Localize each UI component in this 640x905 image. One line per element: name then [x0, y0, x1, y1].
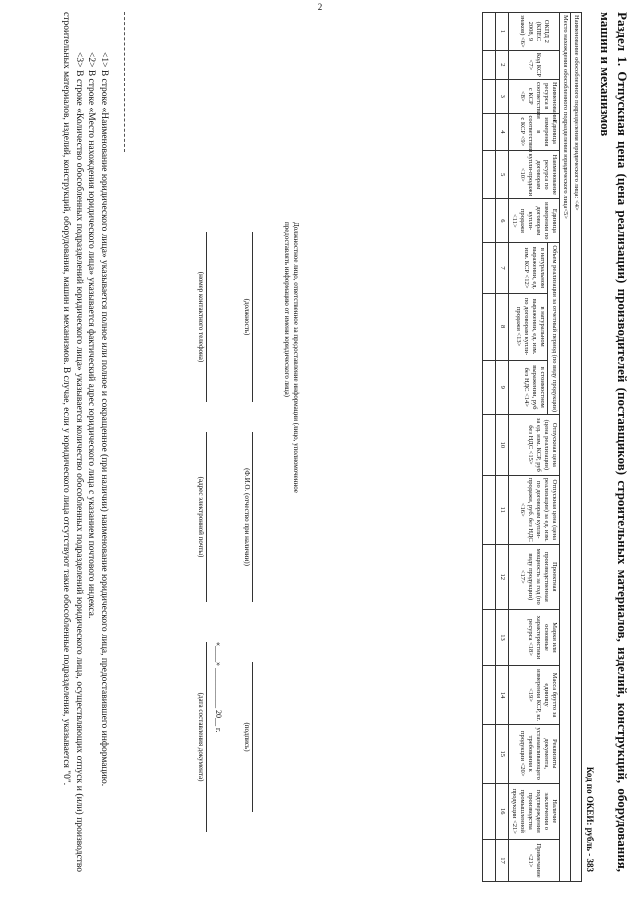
- footnote-1: <1> В строке «Наименование юридического лица» указывается полное или полное и сокращенное (при наличии) наименование юридического лица, предоставившего информацию.: [99, 52, 109, 787]
- column-number: 3: [496, 80, 509, 114]
- header-resource-name-contract: Наименование ресурса по договорам купли-продажи <10>: [509, 151, 560, 199]
- header-price-ksr: Отпускная цена (цена реализации) за ед. изм. КСР, руб без НДС <15>: [509, 415, 560, 476]
- table-cell[interactable]: [483, 609, 496, 666]
- header-okpd2: ОКПД 2 (КПЕС 2008, 9 знаков) <6>: [509, 13, 560, 51]
- column-number: 4: [496, 113, 509, 151]
- page-number: 2: [317, 2, 323, 12]
- column-number: 5: [496, 151, 509, 199]
- table-cell[interactable]: [483, 293, 496, 360]
- column-number: 1: [496, 13, 509, 51]
- column-number-row: [496, 13, 509, 882]
- header-conclusion: Наличие заключения о подтверждении производства промышленной продукции <21>: [509, 783, 560, 840]
- phone-caption: (номер контактного телефона): [197, 271, 205, 363]
- position-caption: (должность): [243, 298, 251, 336]
- email-line: [206, 432, 207, 602]
- table-cell[interactable]: [483, 50, 496, 79]
- header-volume-natural-ksr: в натуральном выражении, ед. изм. КСР <12>: [509, 243, 548, 293]
- table-cell[interactable]: [483, 360, 496, 414]
- table-cell[interactable]: [483, 544, 496, 609]
- table-cell[interactable]: [483, 415, 496, 476]
- fio-caption: (Ф.И.О. (отчество при наличии)): [243, 468, 251, 566]
- column-number: 14: [496, 666, 509, 725]
- footnote-2: <2> В строке «Место нахождения юридического лица» указывается фактический адрес юридического лица с указанием почтового индекса.: [86, 52, 97, 619]
- phone-line: [206, 232, 207, 402]
- table-row: [483, 13, 496, 882]
- header-unit-ksr: Единица измерения в соответствии с КСР <9>: [509, 113, 560, 151]
- table-cell[interactable]: [483, 151, 496, 199]
- signature-caption: (подпись): [243, 722, 251, 752]
- column-number: 11: [496, 475, 509, 544]
- header-gross-mass: Масса брутто за единицу измерения КСР, кг. <19>: [509, 666, 560, 725]
- subdivision-location-row: Место нахождения обособленного подразделения юридического лица<5>: [560, 13, 571, 882]
- date-line: «____» __________ 20__ г.: [214, 642, 223, 733]
- rotated-document-sheet: [5, 2, 635, 902]
- section-title: Раздел 1. Отпускная цена (цена реализации) производителей (поставщиков) строительных материалов, изделий, конструкций, оборудования, машин и механизмов: [598, 12, 630, 872]
- subdivision-name-row: Наименование обособленного подразделения юридического лица: <4>: [571, 13, 582, 882]
- date-caption: (дата составления документа): [197, 692, 205, 782]
- email-caption: (адрес электронной почты): [197, 476, 205, 558]
- header-volume-natural-contract: в натуральном выражении, ед. изм. по договорам купли-продажи <13>: [509, 293, 548, 360]
- table-row: [560, 13, 571, 882]
- header-volume-value: в стоимостном выражении, руб без НДС <14>: [509, 360, 548, 414]
- position-line: [252, 232, 253, 402]
- table-cell[interactable]: [483, 13, 496, 51]
- column-number: 12: [496, 544, 509, 609]
- header-unit-contract: Единица измерения по договорам купли-продажи <11>: [509, 199, 560, 243]
- column-number: 7: [496, 243, 509, 293]
- notes-separator: [124, 12, 125, 152]
- footnotes: [60, 12, 110, 872]
- header-note: Примечание <21>: [509, 840, 560, 882]
- column-number: 15: [496, 724, 509, 783]
- table-cell[interactable]: [483, 113, 496, 151]
- column-number: 13: [496, 609, 509, 666]
- table-cell[interactable]: [483, 199, 496, 243]
- header-row: [547, 13, 559, 882]
- column-number: 17: [496, 840, 509, 882]
- header-document-details: Реквизиты документа, устанавливающего требования к продукции <20>: [509, 724, 560, 783]
- column-number: 9: [496, 360, 509, 414]
- table-cell[interactable]: [483, 724, 496, 783]
- responsible-person-text: Должностное лицо, ответственное за предоставление информации (лицо, уполномоченное предоставлять информацию от имени юридического лица): [283, 222, 300, 493]
- footnote-3: <3> В строке «Количество обособленных подразделений юридического лица» указывается количество обособленных подразделений юридического лица, осуществляющих отпуск и (или) производство строительных материалов, изделий, конструкций, оборудования, машин и механизмов. В случае, если у юридического лица отсутствуют такие обособленные подразделения, указывается "0".: [61, 12, 84, 872]
- column-number: 6: [496, 199, 509, 243]
- price-table: [482, 12, 582, 882]
- table-cell[interactable]: [483, 80, 496, 114]
- column-number: 2: [496, 50, 509, 79]
- header-price-contract: Отпускная цена (цена реализации) за ед. изм. по договорам купли-продажи, руб. без НДС <16>: [509, 475, 560, 544]
- header-resource-name-ksr: Наименование ресурса в соответствии с КСР <8>: [509, 80, 560, 114]
- table-cell[interactable]: [483, 840, 496, 882]
- table-row: [571, 13, 582, 882]
- column-number: 10: [496, 415, 509, 476]
- column-number: 16: [496, 783, 509, 840]
- signature-line: [252, 662, 253, 812]
- header-volume-group: Объем реализации за отчетный период (по виду продукции): [547, 243, 559, 415]
- table-cell[interactable]: [483, 243, 496, 293]
- table-cell[interactable]: [483, 666, 496, 725]
- header-capacity: Проектная производственная мощность за год (по виду продукции) <17>: [509, 544, 560, 609]
- header-grades: Марки или основные характеристики ресурса <18>: [509, 609, 560, 666]
- date-underline: [206, 642, 207, 832]
- fio-line: [252, 432, 253, 602]
- okei-code: Код по ОКЕИ: рубль - 383: [585, 766, 595, 872]
- column-number: 8: [496, 293, 509, 360]
- table-cell[interactable]: [483, 783, 496, 840]
- table-cell[interactable]: [483, 475, 496, 544]
- header-ksr-code: Код КСР <7>: [509, 50, 560, 79]
